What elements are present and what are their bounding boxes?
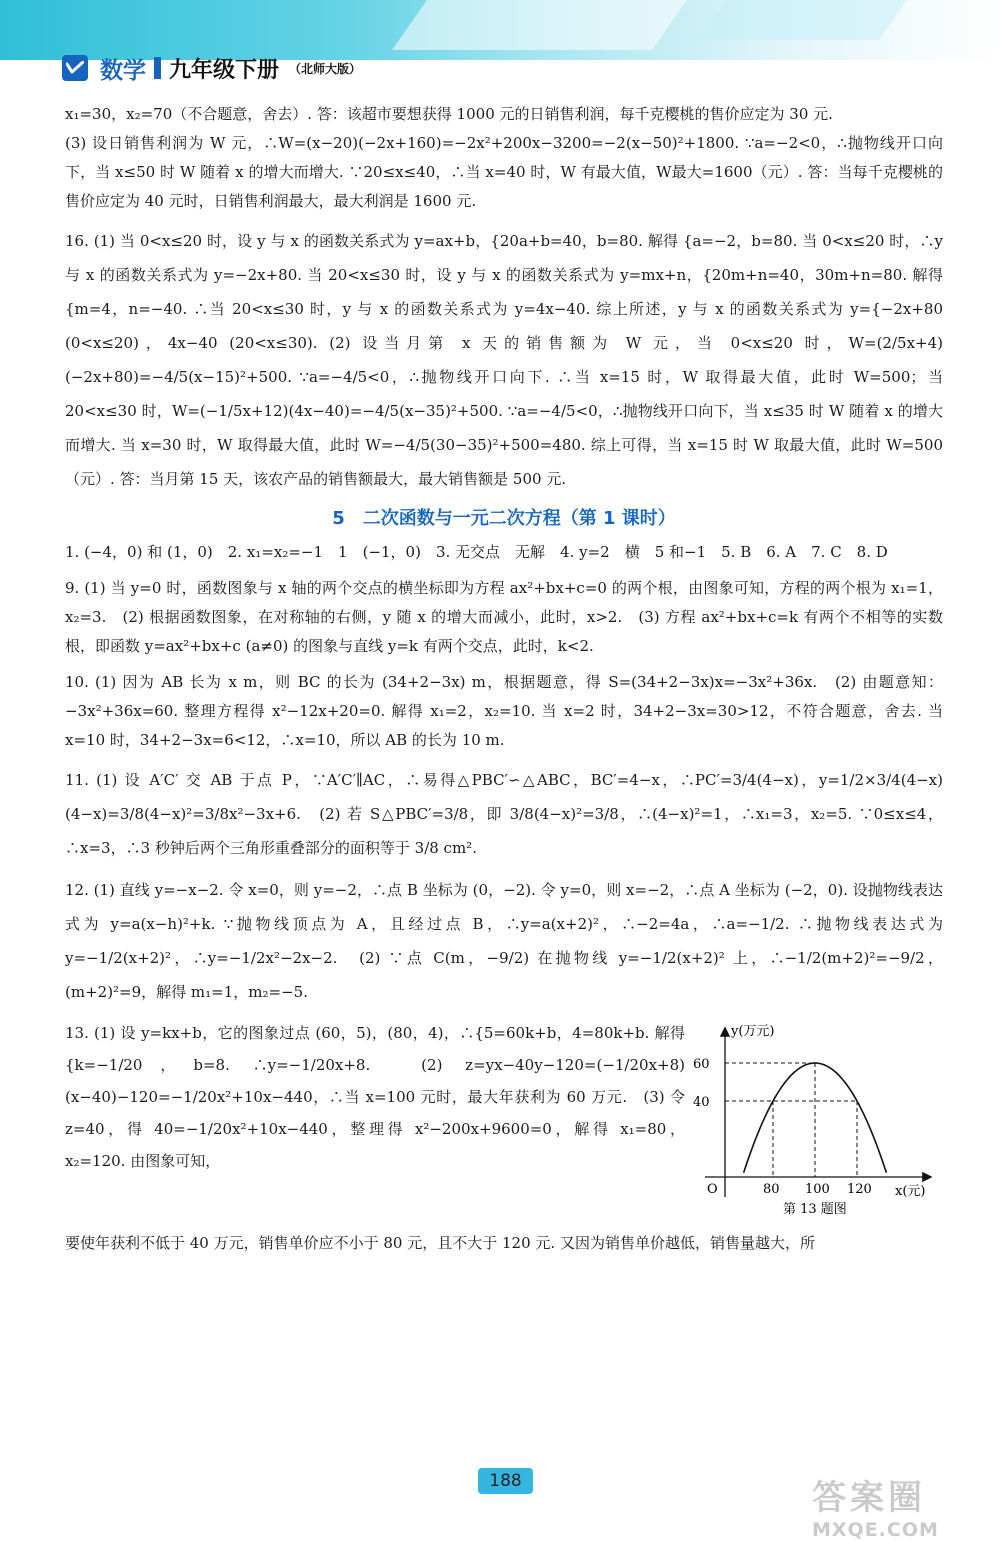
x-tick-label: 120 bbox=[847, 1182, 872, 1197]
paragraph-15-3: (3) 设日销售利润为 W 元，∴W=(x−20)(−2x+160)=−2x²+200x−3200=−2(x−50)²+1800. ∵a=−2<0，∴抛物线开口向下，当 x≤50 时 W 随着 x 的增大而增大. ∵20≤x≤40，∴当 x=40 时，W 有最大值，W最大=1600（元）. 答：当每千克樱桃的售价应定为 40 元时，日销售利润最大，最大利润是 1600 元. bbox=[65, 134, 943, 210]
answer-13: 13. (1) 设 y=kx+b，它的图象过点 (60，5)，(80，4)，∴{5=60k+b，4=80k+b. 解得 {k=−1/20，b=8. ∴y=−1/20x+8. (2) z=yx−40y−120=(−1/20x+8)(x−40)−120=−1/20x²+10x−440，∴当 x=100 元时，最大年获利为 60 万元. (3) 令 z=40，得 40=−1/20x²+10x−440，整理得 x²−200x+9600=0，解得 x₁=80，x₂=120. 由图象可知， bbox=[65, 1024, 685, 1170]
y-axis-label: y(万元) bbox=[731, 1024, 775, 1039]
answer-10: 10. (1) 因为 AB 长为 x m，则 BC 的长为 (34+2−3x) m，根据题意，得 S=(34+2−3x)x=−3x²+36x. (2) 由题意知：−3x²+36x=60. 整理方程得 x²−12x+20=0. 解得 x₁=2，x₂=10. 当 x=2 时，34+2−3x=30>12，不符合题意，舍去. 当 x=10 时，34+2−3x=6<12，∴x=10，所以 AB 的长为 10 m. bbox=[65, 673, 943, 749]
edition-label: （北师大版） bbox=[289, 61, 362, 76]
x-tick-label: 100 bbox=[805, 1182, 830, 1197]
question-13-block bbox=[65, 1017, 943, 1227]
y-tick-label: 60 bbox=[693, 1057, 710, 1072]
figure-caption: 第 13 题图 bbox=[783, 1202, 847, 1217]
answers-1-8: 1. (−4，0) 和 (1，0) 2. x₁=x₂=−1 1 (−1，0) 3. 无交点 无解 4. y=2 横 5 和−1 5. B 6. A 7. C 8. D bbox=[65, 543, 888, 561]
title-divider-bar bbox=[154, 57, 161, 79]
page-number: 188 bbox=[478, 1468, 533, 1494]
y-tick-label: 40 bbox=[693, 1095, 710, 1110]
answer-content bbox=[65, 100, 943, 1258]
paragraph-16: 16. (1) 当 0<x≤20 时，设 y 与 x 的函数关系式为 y=ax+b，{20a+b=40，b=80. 解得 {a=−2，b=80. 当 0<x≤20 时，∴y 与 x 的函数关系式为 y=−2x+80. 当 20<x≤30 时，设 y 与 x 的函数关系式为 y=mx+n，{20m+n=40，30m+n=80. 解得 {m=4，n=−40. ∴当 20<x≤30 时，y 与 x 的函数关系式为 y=4x−40. 综上所述，y 与 x 的函数关系式为 y={−2x+80 (0<x≤20)，4x−40 (20<x≤30). (2) 设当月第 x 天的销售额为 W 元，当 0<x≤20 时，W=(2/5x+4)(−2x+80)=−4/5(x−15)²+500. ∵a=−4/5<0，∴抛物线开口向下. ∴当 x=15 时，W 取得最大值，此时 W=500；当 20<x≤30 时，W=(−1/5x+12)(4x−40)=−4/5(x−35)²+500. ∵a=−4/5<0，∴抛物线开口向下，当 x≤35 时 W 随着 x 的增大而增大. 当 x=30 时，W 取得最大值，此时 W=−4/5(30−35)²+500=480. 综上可得，当 x=15 时 W 取最大值，此时 W=500（元）. 答：当月第 15 天，该农产品的销售额最大，最大销售额是 500 元. bbox=[65, 232, 943, 488]
figure-13-chart bbox=[685, 1017, 943, 1217]
x-tick-label: 80 bbox=[763, 1182, 780, 1197]
watermark bbox=[812, 1470, 992, 1540]
section-title: 5 二次函数与一元二次方程（第 1 课时） bbox=[332, 508, 676, 529]
answer-12: 12. (1) 直线 y=−x−2. 令 x=0，则 y=−2，∴点 B 坐标为 (0，−2). 令 y=0，则 x=−2，∴点 A 坐标为 (−2，0). 设抛物线表达式为 y=a(x−h)²+k. ∵抛物线顶点为 A，且经过点 B，∴y=a(x+2)²，∴−2=4a，∴a=−1/2. ∴抛物线表达式为 y=−1/2(x+2)²，∴y=−1/2x²−2x−2. (2) ∵点 C(m，−9/2) 在抛物线 y=−1/2(x+2)² 上，∴−1/2(m+2)²=−9/2，(m+2)²=9，解得 m₁=1，m₂=−5. bbox=[65, 881, 943, 1001]
figure-13 bbox=[685, 1017, 943, 1227]
watermark-text: 答案圈 bbox=[812, 1478, 926, 1518]
grade-title: 九年级下册 bbox=[169, 57, 280, 83]
answer-9: 9. (1) 当 y=0 时，函数图象与 x 轴的两个交点的横坐标即为方程 ax²+bx+c=0 的两个根，由图象可知，方程的两个根为 x₁=1，x₂=3. (2) 根据函数图象，在对称轴的右侧，y 随 x 的增大而减小，此时，x>2. (3) 方程 ax²+bx+c=k 有两个不相等的实数根，即函数 y=ax²+bx+c (a≠0) 的图象与直线 y=k 有两个交点，此时，k<2. bbox=[65, 579, 943, 655]
book-logo-icon bbox=[62, 55, 88, 81]
book-header bbox=[62, 52, 361, 84]
paragraph-15-2-end: x₁=30，x₂=70（不合题意，舍去）. 答：该超市要想获得 1000 元的日销售利润，每千克樱桃的售价应定为 30 元. bbox=[65, 105, 833, 123]
x-axis-label: x(元) bbox=[895, 1184, 926, 1199]
origin-label: O bbox=[707, 1182, 718, 1197]
answer-13-tail: 要使年获利不低于 40 万元，销售单价应不小于 80 元，且不大于 120 元. 又因为销售单价越低，销售量越大，所 bbox=[65, 1234, 815, 1252]
watermark-url: MXQE.COM bbox=[812, 1519, 939, 1541]
answer-11: 11. (1) 设 A′C′ 交 AB 于点 P，∵A′C′∥AC，∴易得△PBC′∽△ABC，BC′=4−x，∴PC′=3/4(4−x)，y=1/2×3/4(4−x)(4−x)=3/8(4−x)²=3/8x²−3x+6. (2) 若 S△PBC′=3/8，即 3/8(4−x)²=3/8，∴(4−x)²=1，∴x₁=3，x₂=5. ∵0≤x≤4，∴x=3，∴3 秒钟后两个三角形重叠部分的面积等于 3/8 cm². bbox=[65, 771, 943, 857]
subject-title: 数学 bbox=[100, 57, 146, 84]
